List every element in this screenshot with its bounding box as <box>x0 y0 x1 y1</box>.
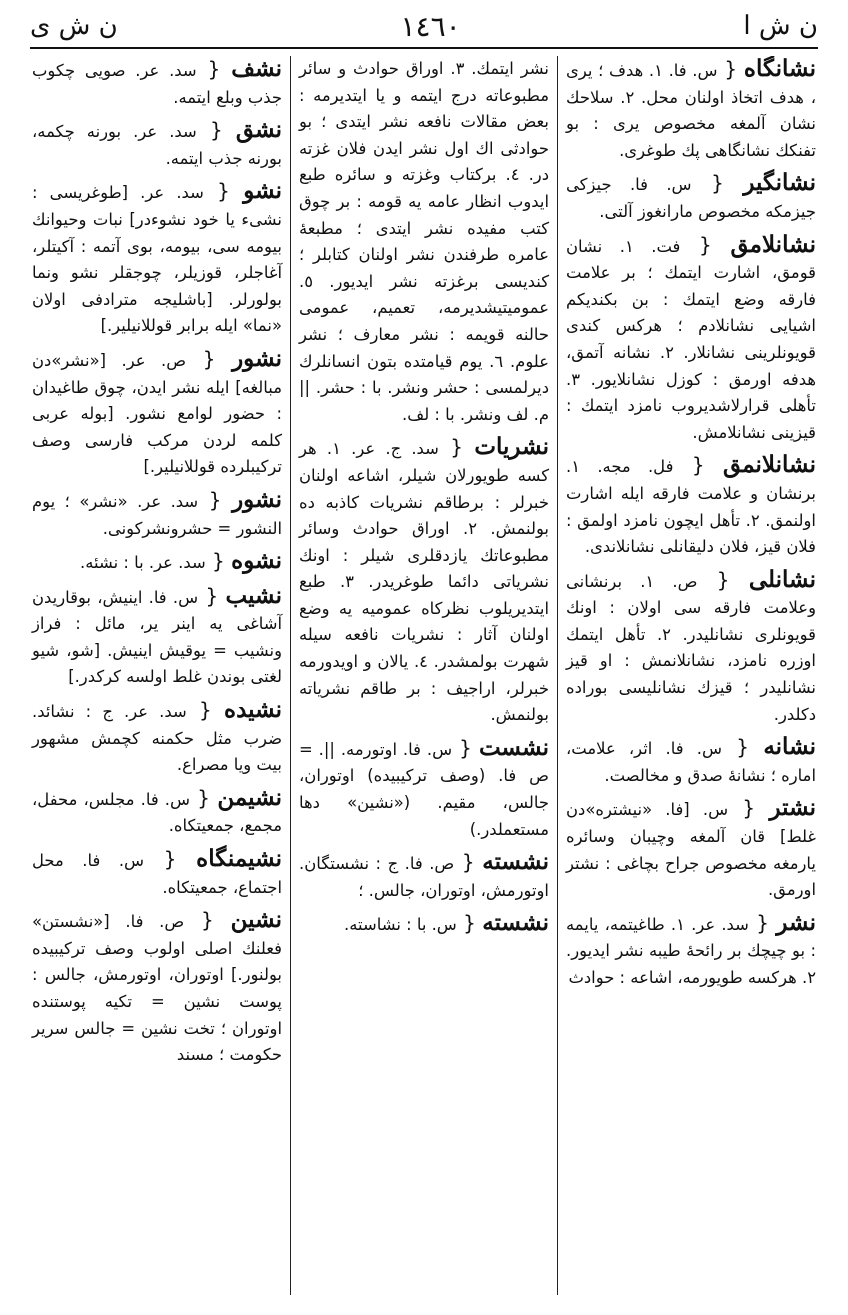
dictionary-entry <box>32 785 282 840</box>
header-rule <box>30 47 818 49</box>
brace-glyph: { <box>196 118 236 143</box>
column-left <box>24 56 291 1295</box>
brace-glyph: { <box>144 847 197 872</box>
entry-definition: سد. عر. «نشر» ؛ يوم النشور = حشرونشركونى. <box>32 491 282 538</box>
dictionary-entry <box>566 56 816 164</box>
dictionary-entry <box>566 795 816 903</box>
entry-definition: س. فا. جيزكى جيزمكه مخصوص مارانغوز آلتى. <box>566 175 816 221</box>
entry-headword: نشر <box>776 908 816 936</box>
brace-glyph: { <box>184 908 231 933</box>
entry-definition: سد. عر. با : نشئه. <box>80 553 206 573</box>
entry-definition: سد. عر. بورنه چكمه، بورنه جذب ايتمه. <box>32 122 282 168</box>
dictionary-entry <box>299 434 549 729</box>
brace-glyph: { <box>721 735 764 760</box>
entry-definition: ص. ١. برنشانى وعلامت فارقه سى اولان : اونك قويونلرى نشانليدر. ٢. تأهل ايتمك اوزره نامزد، نشانلانمش : او قيز نشانليدر ؛ قيزك نشانليسى بوراده دكلدر. <box>566 571 816 724</box>
brace-glyph: { <box>198 487 233 512</box>
dictionary-entry <box>566 567 816 729</box>
dictionary-entry <box>566 910 816 992</box>
brace-glyph: { <box>691 171 744 196</box>
entry-headword: نشق <box>235 116 282 144</box>
entry-definition: س. فا. اوتورمه. ||. = ص فا. (وصف تركيبيده) اوتوران، جالس، مقيم. («نشين» دها مستعملدر.) <box>299 739 549 839</box>
dictionary-entry <box>32 907 282 1069</box>
entry-headword: نشوه <box>231 547 282 575</box>
page-header <box>30 6 818 46</box>
entry-headword: نشيده <box>224 696 282 724</box>
brace-glyph: { <box>205 549 232 574</box>
entry-definition: سد. عر. [طوغريسى : نشىء يا خود نشوءدر] نبات وحيوانك بيومه سى، بيومه، بوى آتمه : آكيتلر، آغاجلر، قوزيلر، چوجقلر نشو ونما بولورلر. [باشليجه مترادفى اولان «نما» ايله برابر قوللانيلير.] <box>32 183 282 336</box>
dictionary-entry <box>32 583 282 691</box>
brace-glyph: { <box>203 179 244 204</box>
dictionary-entry <box>32 117 282 172</box>
entry-headword: نشور <box>232 485 282 513</box>
entry-headword: نشانلانمق <box>723 451 816 479</box>
entry-definition: نشر ايتمك. ٣. اوراق حوادث و سائر مطبوعاته درج ايتمه و يا ايتديرمه : بعض مقالات نافعه نشر ايتدى ؛ بو حوادثى اك اول نشر ايدن فلان غزته در. ٤. بركتاب وغزته و سائره طبع ايدوب انظار عامه يه قومه : بر چوق كتب مفيده نشر ايتدى ؛ مطبعۀ عامره طرفندن نشر اولنان كتابلر ؛ كنديسى برغزته نشر ايديور. ٥. عموميتيشديرمه، تعميم، عمومى حالنه قويمه : نشر معارف ؛ نشر علوم. ٦. يوم قيامتده بتون انسانلرك ديرلمسى : حشر ونشر. با : حشر. || م. لف ونشر. با : لف. <box>299 59 549 424</box>
entry-definition: س. [فا. «نيشتره»دن غلط] قان آلمغه وچيبان وسائره يارمغه مخصوص جراح بچاغى : نشتر اورمق. <box>566 800 816 900</box>
entry-definition: ص. فا. ج : نشستگان. اوتورمش، اوتوران، جالس. ؛ <box>299 854 549 900</box>
column-right <box>558 56 824 1295</box>
entry-definition: سد. عر. ج : نشائد. ضرب مثل حكمنه كچمش مشهور بيت ويا مصراع. <box>32 702 282 775</box>
entry-headword: نشانگاه <box>743 56 816 82</box>
dictionary-entry <box>566 232 816 447</box>
entry-definition: س. فا. اينيش، بوقاريدن آشاغى يه اينر ير، مائل : فراز ونشيب = يوقيش اينيش. [شو، شيو لغتى بوندن غلط اولسه كركدر.] <box>32 587 282 687</box>
entry-headword: نشانه <box>763 733 816 761</box>
entry-definition: س. فا. ١. هدف ؛ يرى ، هدف اتخاذ اولنان محل. ٢. سلاحك نشان آلمغه مخصوص يرى : بو تفنكك نشانگاهى پك طوغرى. <box>566 61 816 160</box>
entry-headword: نشانلامق <box>730 230 816 258</box>
dictionary-entry <box>32 56 282 111</box>
entry-definition: فت. ١. نشان قومق، اشارت ايتمك ؛ بر علامت فارقه وضع ايتمك : بن بكنديكم اشيايى نشانلادم ؛ هركس كندى قويونلرينى نشانلار. ٢. نشانه آتمق، هدفه اورمق : كوزل نشانلايور. ٣. تأهلى قرارلاشديروب نامزد ايتمك : قيزينى نشانلامش. <box>566 236 816 442</box>
brace-glyph: { <box>680 232 731 257</box>
dictionary-entry <box>299 735 549 843</box>
columns-container <box>24 56 824 1295</box>
dictionary-entry <box>32 487 282 542</box>
brace-glyph: { <box>728 796 770 821</box>
brace-glyph: { <box>452 735 479 760</box>
dictionary-entry <box>299 56 549 428</box>
column-middle <box>291 56 558 1295</box>
entry-definition: س. با : نشاسته. <box>344 915 457 935</box>
entry-headword: نشف <box>231 56 282 82</box>
entry-headword: نشتر <box>769 794 816 822</box>
dictionary-entry <box>32 178 282 340</box>
entry-headword: نشسته <box>482 848 549 876</box>
entry-definition: ص. فا. [«نشستن» فعلنك اصلى اولوب وصف تركيبيده بولنور.] اوتوران، اوتورمش، جالس : پوست نشين = تكيه پوستنده اوتوران ؛ تخت نشين = جالس سرير حكومت ؛ مسند <box>32 912 282 1065</box>
brace-glyph: { <box>456 911 483 936</box>
entry-definition: سد. عر. صويى چكوب جذب وبلع ايتمه. <box>32 61 282 107</box>
entry-definition: س. فا. مجلس، محفل، مجمع، جمعيتكاه. <box>32 789 282 836</box>
entry-headword: نشانگير <box>743 169 816 197</box>
dictionary-entry <box>32 346 282 481</box>
brace-glyph: { <box>196 57 232 81</box>
brace-glyph: { <box>454 850 483 875</box>
dictionary-entry <box>299 910 549 939</box>
entry-headword: نشيب <box>225 581 282 609</box>
entry-headword: نشور <box>232 344 282 372</box>
entry-headword: نشو <box>243 177 282 205</box>
brace-glyph: { <box>438 435 475 460</box>
brace-glyph: { <box>717 57 744 81</box>
dictionary-entry <box>32 697 282 779</box>
dictionary-entry <box>566 170 816 225</box>
dictionary-entry <box>566 734 816 789</box>
brace-glyph: { <box>186 698 225 723</box>
brace-glyph: { <box>697 567 749 592</box>
header-left-letters: ن ش ى <box>30 11 118 41</box>
entry-headword: نشانلى <box>748 565 816 593</box>
dictionary-entry <box>566 452 816 560</box>
brace-glyph: { <box>673 453 724 478</box>
entry-definition: سد. عر. ١. طاغيتمه، يايمه : بو چيچك بر رائحۀ طيبه نشر ايديور. ٢. هركسه طويورمه، اشاعه : حوادث <box>566 914 816 987</box>
header-right-letters: ن ش ا <box>743 11 818 41</box>
entry-headword: نشريات <box>474 433 549 461</box>
entry-headword: نشسته <box>482 909 549 937</box>
entry-definition: س. فا. محل اجتماع، جمعيتكاه. <box>32 851 282 897</box>
dictionary-entry <box>299 849 549 904</box>
dictionary-entry <box>32 548 282 577</box>
dictionary-entry <box>32 846 282 901</box>
entry-definition: س. فا. اثر، علامت، اماره ؛ نشانۀ صدق و مخالصت. <box>566 739 816 785</box>
brace-glyph: { <box>198 583 226 608</box>
brace-glyph: { <box>190 785 218 810</box>
entry-headword: نشين <box>230 906 282 934</box>
entry-definition: فل. مجه. ١. برنشان و علامت فارقه ايله اشارت اولنمق. ٢. تأهل ايچون نامزد اولمق : فلان قيز، فلان دليقانلى نشانلاندى. <box>566 457 816 557</box>
entry-headword: نشست <box>478 733 549 761</box>
entry-definition: سد. ج. عر. ١. هر كسه طويورلان شيلر، اشاعه اولنان خبرلر : برطاقم نشريات كاذبه ده بولنمش. ٢. اوراق حوادث وسائر مطبوعاتك يازدقلرى شيلر : اونك نشرياتى دائما طوغريدر. ٣. طبع ايتديريلوب نظركاه عموميه يه وضع اولنان آثار : نشريات نافعه سيله شهرت بولمشدر. ٤. يالان و اويدورمه خبرلر، اراجيف : بر طاقم نشرياته بولنمش. <box>299 439 549 725</box>
entry-headword: نشيمن <box>217 783 282 811</box>
page-number: ١٤٦٠ <box>400 9 461 43</box>
brace-glyph: { <box>186 346 233 371</box>
brace-glyph: { <box>748 910 777 935</box>
entry-definition: ص. عر. [«نشر»دن مبالغه] ايله نشر ايدن، چوق طاغيدان : حضور لوامع نشور. [بوله عربى كلمه لردن مركب فارسى وصف تركيبلرده قوللانيلير.] <box>32 350 282 477</box>
entry-headword: نشيمنگاه <box>196 845 282 873</box>
